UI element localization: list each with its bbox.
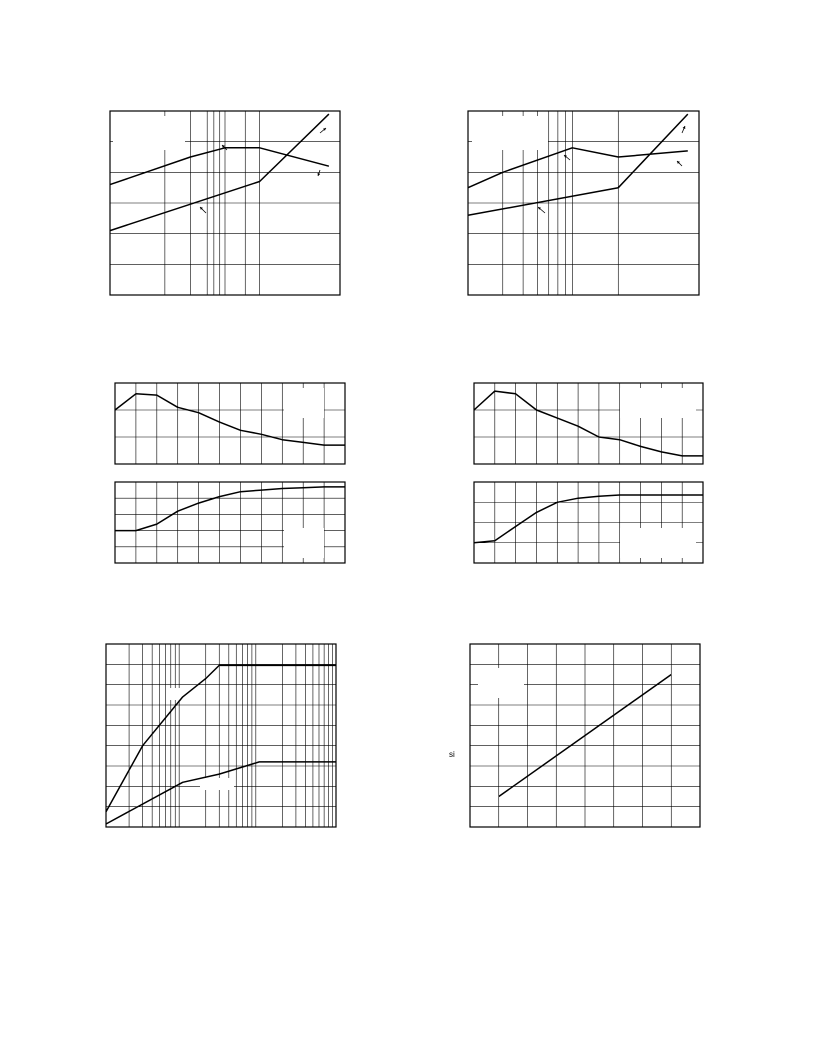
chart-1 <box>110 111 340 295</box>
chart-5 <box>115 482 345 563</box>
chart-1-legend-blank-0 <box>113 116 185 150</box>
chart-3-legend-blank-0 <box>284 388 324 418</box>
chart-4-legend-blank-0 <box>620 388 696 418</box>
chart-6-legend-blank-0 <box>620 528 696 558</box>
stray-mark: si <box>449 750 455 759</box>
chart-2 <box>468 111 699 295</box>
chart-2-legend-blank-0 <box>472 116 548 150</box>
chart-8-legend-blank-0 <box>478 668 524 698</box>
chart-7-frame <box>106 644 336 827</box>
chart-8 <box>470 644 700 827</box>
chart-7 <box>106 644 336 827</box>
chart-3 <box>115 383 345 464</box>
chart-7-legend-blank-0 <box>168 688 198 700</box>
chart-6 <box>474 482 703 563</box>
chart-7-legend-blank-1 <box>200 778 234 790</box>
chart-5-legend-blank-0 <box>284 528 324 558</box>
chart-4 <box>474 383 703 464</box>
